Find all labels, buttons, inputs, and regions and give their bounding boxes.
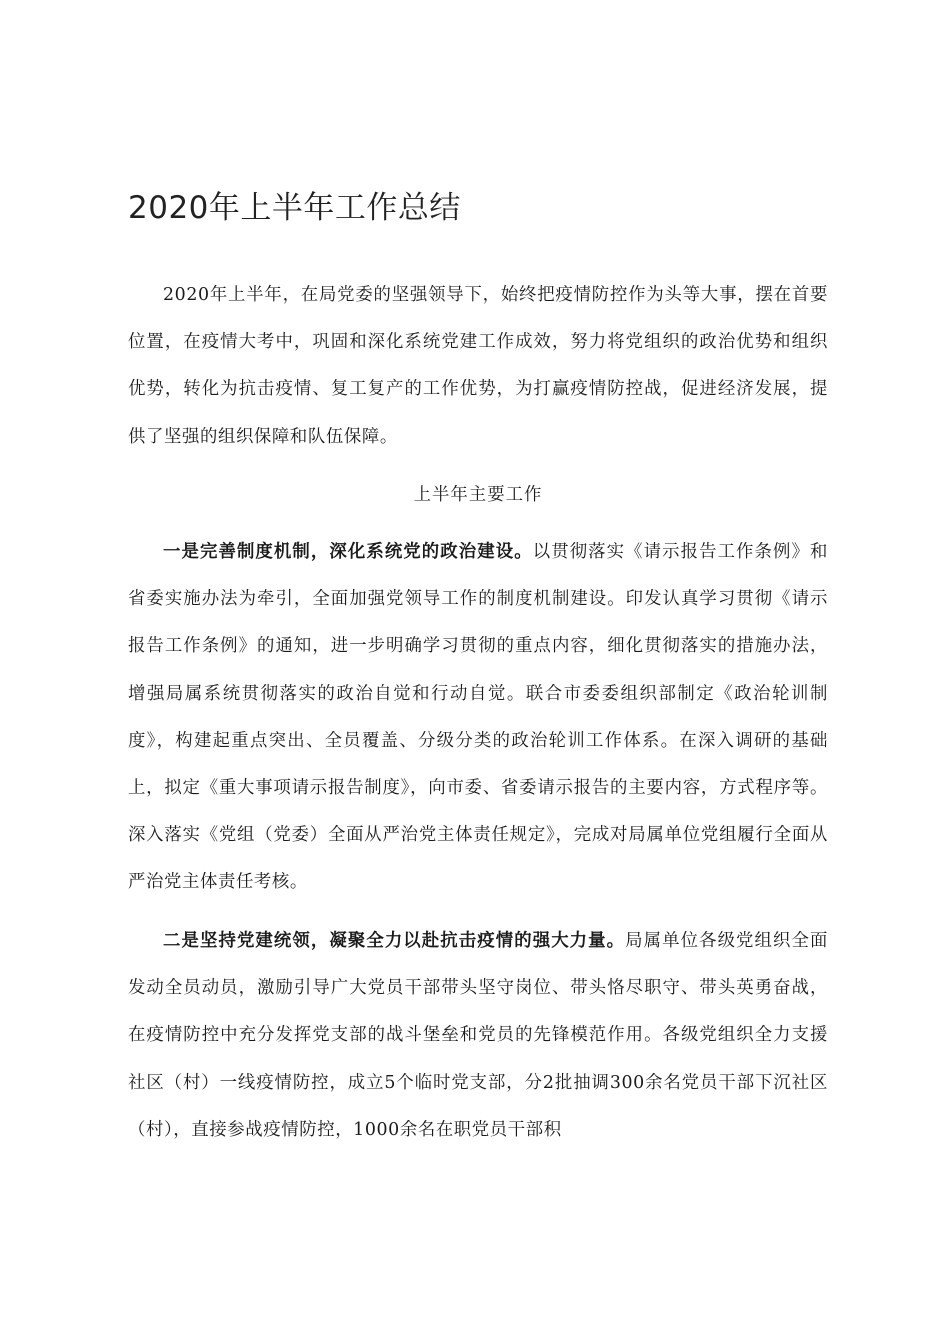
paragraph-epidemic-fight [128,918,828,1154]
paragraph-lead: 一是完善制度机制，深化系统党的政治建设。 [163,542,533,562]
paragraph-text: 局属单位各级党组织全面发动全员动员，激励引导广大党员干部带头坚守岗位、带头恪尽职守、带头英勇奋战，在疫情防控中充分发挥党支部的战斗堡垒和党员的先锋模范作用。各级党组织全力支援社区（村）一线疫情防控，成立5个临时党支部，分2批抽调300余名党员干部下沉社区（村），直接参战疫情防控，1000余名在职党员干部积 [128,931,828,1140]
section-heading: 上半年主要工作 [413,485,543,505]
paragraph-text: 以贯彻落实《请示报告工作条例》和省委实施办法为牵引，全面加强党领导工作的制度机制建设。印发认真学习贯彻《请示报告工作条例》的通知，进一步明确学习贯彻的重点内容，细化贯彻落实的措施办法，增强局属系统贯彻落实的政治自觉和行动自觉。联合市委委组织部制定《政治轮训制度》，构建起重点突出、全员覆盖、分级分类的政治轮训工作体系。在深入调研的基础上，拟定《重大事项请示报告制度》，向市委、省委请示报告的主要内容，方式程序等。深入落实《党组（党委）全面从严治党主体责任规定》，完成对局属单位党组履行全面从严治党主体责任考核。 [128,542,828,893]
document-title: 2020年上半年工作总结 [128,190,461,226]
paragraph-political-building [128,529,828,907]
intro-paragraph: 2020年上半年，在局党委的坚强领导下，始终把疫情防控作为头等大事，摆在首要位置，在疫情大考中，巩固和深化系统党建工作成效，努力将党组织的政治优势和组织优势，转化为抗击疫情、复工复产的工作优势，为打赢疫情防控战，促进经济发展，提供了坚强的组织保障和队伍保障。 [128,285,828,447]
paragraph-lead: 二是坚持党建统领，凝聚全力以赴抗击疫情的强大力量。 [163,931,626,951]
